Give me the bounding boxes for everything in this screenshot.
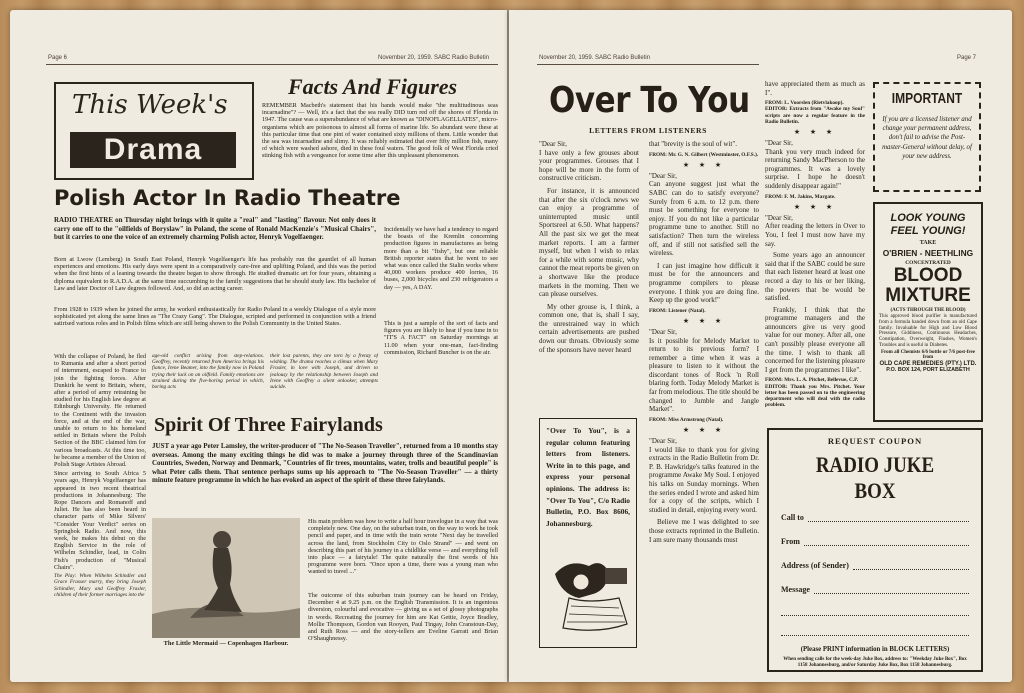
coupon-from-field[interactable] (781, 536, 969, 546)
important-text: If you are a licensed listener and change your permanent address, don't fail to advise the Post-master-General without delay, of your new address. (882, 116, 972, 160)
letter-signoff-voorslen: FROM: L. Voorslen (Rietvlakoop). (765, 100, 844, 107)
right-page-label: Page 7 (957, 55, 977, 61)
over-to-you-title: Over To You (549, 80, 750, 121)
letter-grouses: "Dear Sir, I have only a few grouses about your programmes. Grouses that I hope will be more in the form of constructive criticism. (539, 140, 639, 183)
ad-look-young: LOOK YOUNG (890, 212, 966, 224)
letter-grouses-2: For instance, it is announced that after the six o'clock news we can enjoy a programme of uninterrupted music until Sportsreel at 6.50. What happens? All the past six we get the meat market reports. I am a farmer myself, but when I wish to relax for a while with some music, why cannot the meat reports be given on a shortwave like the produce markets in the morning. Then we can please ourselves. (539, 186, 639, 299)
drama-box-word: Drama (70, 132, 236, 168)
editor-note-pitchet: EDITOR: Thank you Mrs. Pitchet. Your letter has been passed on to the engineering department who will deal with the radio problem. (765, 383, 865, 409)
spirit-fairylands-paragraph-2: The outcome of this suburban train journey can be heard on Friday, December 4 at 9.25 p.m. on the English Transmission. It is an ingenious diversion, colourful and evocative — giving us a set of glossy photographs in words. Recreating the journey for him are Kat Gettie, Joyce Bradley, Mollie Thompson, Gordon van Rooyen, Paul Tingay, John Cranstoun-Day, and Ruth Ross — and the story-tellers are Eveline Garratt and Brian O'Shaughnessy. (308, 592, 498, 643)
facts-paragraph-2: Incidentally we have had a tendency to regard the boasts of the Kremlin concerning production figures in manufactures as being more than a bit "fishy", but one reliable British reporter states that he went to see what was once called the Stalin works where 40,000 workers produce 400 lorries, 16 buses, 2,000 bicycles and 230 refrigerators a day — yes, A DAY. (384, 226, 498, 291)
letters-column-3: have appreciated them as much as I". FROM: L. Voorslen (Rietvlakoop). EDITOR: Extracts from "Awake my Soul" scripts are now a regular feature in the Radio Bulletin. ★ ★ ★ "Dear Sir, Thank you very much indeed for returning Sandy MacPherson to the programmes. It was a lovely surprise. I hope he doesn't suddenly disappear again!" FROM: F. M. Jakins, Margate. ★ ★ ★ "Dear Sir, After reading the letters in Over to You, I feel I must now have my say. Some years ago an announcer said that if the SABC could be sure that each listener heard at least one record a day to his or her liking, the powers that be would be satisfied. Frankly, I think that the programme managers and the announcers give us very good value for our money. After all, one can't possibly please everyone all the time. I wish to thank all concerned for the listening pleasure I get from the programmes I like". FROM: Mrs. L. A. Pitchet, Bellevue, C.P. EDITOR: Thank you Mrs. Pitchet. Your letter has been passed on to the engineering department who will deal with the radio problem. (765, 80, 865, 409)
letter-awake-my-soul: "Dear Sir, I would like to thank you for giving extracts in the Radio Bulletin from Dr. P. B. Hawkridge's talks featured in the programme Awake My Soul. I enjoyed his talks on Sunday mornings. When the series ended I wrote and asked him for a copy of the scripts, which I studied in detail, enjoying every word. (649, 437, 759, 514)
letter-signoff-gilbert: FROM: Mr. G. N. Gilbert (Westminster, O.F.S.). (649, 151, 759, 158)
letter-signoff-listener: FROM: Listener (Natal). (649, 307, 706, 314)
letters-column-2: that "brevity is the soul of wit". FROM: Mr. G. N. Gilbert (Westminster, O.F.S.). ★ ★ ★ "Dear Sir, Can anyone suggest just what the SABC can do to satisfy everyone? Surely from 6 a.m. to 12 p.m. there must be something for everyone to enjoy. If you do not like a particular programme tune to another. Still no satisfaction? Then turn the wireless off, and if still not satisfied sell the wireless. I can just imagine how difficult it must be for the announcers and programme compilers to please everyone. I think you are doing fine. Keep up the good work!" FROM: Listener (Natal). ★ ★ ★ "Dear Sir, Is it possible for Melody Market to return to its previous form? I remember a time when it was a pleasure to listen to it without the discordant tones of Rock 'n Roll blaring forth. Today Melody Market is far from melodious. The title should be changed to Jumble and Jangle Market". FROM: Miss Armstrong (Natal). ★ ★ ★ "Dear Sir, I would like to thank you for giving extracts in the Radio Bulletin from Dr. P. B. Hawkridge's talks featured in the programme Awake My Soul. I enjoyed his talks on Sunday mornings. When the series ended I wrote and asked him for a copy of the scripts, which I studied in detail, enjoying every word. Believe me I was delighted to see those extracts reprinted in the Bulletin. I am sure many thousands must (649, 140, 759, 544)
right-page (509, 10, 1012, 682)
woman-at-radio-illustration (549, 554, 633, 644)
ad-acts-through: (ACTS THROUGH THE BLOOD) (890, 308, 966, 313)
letter-signoff-jakins: FROM: F. M. Jakins, Margate. (765, 193, 836, 200)
letter-appreciated-end: have appreciated them as much as I". (765, 80, 865, 97)
letter-my-say-3: Frankly, I think that the programme managers and the announcers give us very good value for our money. After all, one can't possibly please everyone all the time. I wish to thank all concerned for the listening pleasure I get from the programmes I like". (765, 305, 865, 374)
coupon-call-to-label: Call to (781, 513, 804, 522)
letter-melody-market: "Dear Sir, Is it possible for Melody Market to return to its previous form? I remember a time when it was a pleasure to listen to it without the discordant tones of Rock 'n Roll blaring forth. Today Melody Market is far from melodious. The title should be changed to Jumble and Jangle Market". (649, 327, 759, 414)
important-notice-box (873, 82, 981, 192)
letter-satisfy-everyone: "Dear Sir, Can anyone suggest just what the SABC can do to satisfy everyone? Surely from 6 a.m. to 12 p.m. there must be something for everyone to enjoy. If you do not like a particular programme tune to another. Still no satisfaction? Then turn the wireless off, and if still not satisfied sell the wireless. (649, 171, 759, 258)
polish-actor-paragraph-2: From 1928 to 1939 when he joined the army, he worked enthusiastically for Radio Poland in a weekly Dialogue of a style more sophisticated yet along the same lines as "The Crazy Gang". The Dialogue, scripted and performed in conjunction with a friend satirised various roles and in Polish films which are still being shown to the Polish Community in the United States. (54, 306, 376, 328)
spirit-fairylands-paragraph-1: His main problem was how to write a half hour travelogue in a way that was completely new. One day, on the suburban train, on the way to work he took pencil and paper, and in time with the train wrote "Next day he travelled across the land, from Stockholm City to Oslo Strand" — and went on describing this part of his journey in a childlike verse — and everything fell into place — a fairytale! The quite naturally the first words of his programme were born. "Once upon a time, there was a young man who wanted to travel ..." (308, 518, 498, 576)
coupon-address-field[interactable] (781, 560, 969, 570)
polish-actor-column-1b: Since arriving to South Africa 5 years ago, Henryk Vogelfaenger has appeared in two recent theatrical productions in Johannesburg: The Rope Dancers and Romanoff and Juliet. He has also been heard in character parts of Mike Silvers' "Consider Your Verdict" series on Springbok Radio. And now, this week, he makes his debut on the English Service in the role of Wilhelm Schindler, lead, in Colin Fish's production of "Musical Chairs". (54, 470, 146, 571)
ad-description: This approved blood purifier is manufactured from a formula handed down from an old Cape family. Invaluable for High and Low Blood Pressure, Giddiness, Continuous Headaches, Constipation, Overweight, Flushes, Women's Troubles and is useful in Diabetes. (879, 314, 977, 348)
polish-actor-lead: RADIO THEATRE on Thursday night brings with it quite a "real" and "lasting" flavour. Not only does it carry one off to the "oilfields of Boryslaw" in Poland, the scene of Ronald MacKenzie's "Musical Chairs", but it carries to one the voice of an extremely charming Polish actor, Henryk Vogelfaenger. (54, 216, 376, 242)
coupon-header: REQUEST COUPON (827, 436, 923, 446)
polish-actor-column-3: their lost parents, they are torn by a frenzy of wishing. The drama reaches a climax when Mary Frasler, in love with Joseph, and driven to jealousy by the relationship between Joseph and Irene with Geoffrey a silent onlooker, attempts suicide. (270, 353, 378, 391)
coupon-title: RADIO JUKE BOX (815, 452, 935, 503)
letter-grouses-3: My other grouse is, I think, a common one, that is, shall I say, the unrestrained way in which certain advertisements are pushed down our throats. Obviously some of the sponsors have never heard (539, 302, 639, 354)
editor-note-awake: EDITOR: Extracts from "Awake my Soul" scripts are now a regular feature in the Radio Bulletin. (765, 106, 865, 125)
letter-brevity-end: that "brevity is the soul of wit". (649, 140, 737, 148)
request-coupon (767, 428, 983, 672)
right-date-line: November 20, 1959. SABC Radio Bulletin (539, 55, 651, 61)
facts-paragraph-3: This is just a sample of the sort of facts and figures you are likely to hear if you tune in to "IT'S A FACT" on Saturday mornings at 11.00 when your one-man, fact-finding commission, Richard Buncher is on the air. (384, 320, 498, 356)
left-date-line: November 20, 1959. SABC Radio Bulletin (378, 55, 490, 61)
polish-actor-paragraph-1: Born at Lwow (Lemberg) in South East Poland, Henryk Vogelfaenger's life has probably run the gauntlet of all human experiences and emotions. His early days were spent in a comparatively care-free and uplifting Poland, and this was the period when the first hints of a leaning towards the theatre began to show through. He studied dramatic art for four years, obtaining a diploma equivalent to R.A.D.A. at the same time succumbing to the family suggestions that he should study law. His bachelor of Law and later Doctor of Law degrees followed. And, so did an acting career. (54, 256, 376, 292)
this-weeks-drama-box (54, 82, 254, 180)
polish-actor-column-1: With the collapse of Poland, he fled to Rumania and after a short period of internment, escaped to France to join the fighting forces. After Dunkirk he went to Britain, where, after a period of army retraining he studied for his English law degree at Edinburgh University. He returned to the Continent with the invasion force, and at the end of the war, unable to return to his homeland settled in Britain where the Polish Section of the BBC claimed him for various broadcasts. At this time too, he became a member of the Union of Polish Stage Artistes Abroad. (54, 353, 146, 469)
letters-subtitle: LETTERS FROM LISTENERS (589, 126, 707, 135)
letter-signoff-pitchet: FROM: Mrs. L. A. Pitchet, Bellevue, C.P. (765, 377, 859, 384)
letter-awake-my-soul-2: Believe me I was delighted to see those extracts reprinted in the Bulletin. I am sure many thousands must (649, 518, 759, 544)
coupon-message-field[interactable] (781, 584, 969, 594)
facts-and-figures-title: Facts And Figures (288, 74, 458, 99)
letter-satisfy-everyone-2: I can just imagine how difficult it must be for the announcers and programme compilers to please everyone. I think you are doing fine. Keep up the good work!" (649, 261, 759, 305)
coupon-print-note: (Please PRINT information in BLOCK LETTERS) (800, 646, 950, 653)
letter-signoff-armstrong: FROM: Miss Armstrong (Natal). (649, 416, 724, 423)
polish-actor-title: Polish Actor In Radio Theatre (54, 186, 401, 210)
letters-column-1 (539, 140, 639, 416)
ad-mixture: MIXTURE (885, 285, 971, 306)
coupon-from-label: From (781, 537, 800, 546)
coupon-address-label: Address (of Sender) (781, 561, 849, 570)
ad-po-box: P.O. BOX 124, PORT ELIZABETH (886, 366, 970, 373)
ad-feel-young: FEEL YOUNG! (890, 225, 966, 237)
ad-obrien-neethling: O'BRIEN - NEETHLING (882, 248, 974, 258)
important-title: IMPORTANT (891, 90, 963, 107)
little-mermaid-caption: The Little Mermaid — Copenhagen Harbour. (163, 640, 289, 647)
blood-mixture-ad (873, 202, 983, 422)
coupon-footer: When sending calls for the week-day Juke Box, address to: "Weekday Juke Box", Box 1158 Johannesburg, and/or Saturday Juke Box, Box 1158 Johannesburg. (783, 657, 967, 668)
spirit-fairylands-title: Spirit Of Three Fairylands (154, 414, 383, 436)
coupon-call-to-field[interactable] (781, 512, 969, 522)
ad-take: TAKE (919, 240, 937, 246)
letter-sandy-macpherson: "Dear Sir, Thank you very much indeed for returning Sandy MacPherson to the programmes. It was a lovely surprise. I hope he doesn't suddenly disappear again!" (765, 139, 865, 190)
ad-chemists: From all Chemists 6/6 bottle or 7/6 post-free from (880, 349, 975, 360)
coupon-message-label: Message (781, 585, 810, 594)
polish-actor-column-2: age-old conflict arising from step-relations. Geoffrey, recently returned from America brings his fiance, Irene Beamer, into the family now in Poland trying their luck on an oilfield. Family emotions are strained during the five-boring period in which, boring acts (152, 353, 264, 391)
ad-company: OLD CAPE REMEDIES (PTY.) LTD. (879, 360, 977, 367)
over-to-you-info-text: "Over To You", is a regular column featuring letters from listeners. Write in to this page, and express your personal opinions. The address is: "Over To You", C/o Radio Bulletin, P.O. Box 8606, Johannesburg. (546, 426, 630, 528)
left-page (10, 10, 507, 682)
letter-my-say: "Dear Sir, After reading the letters in Over to You, I feel I must now have my say. (765, 213, 865, 248)
left-page-label: Page 6 (48, 55, 68, 61)
letter-my-say-2: Some years ago an announcer said that if the SABC could be sure that each listener heard at least one record a day to his or her liking, the powers that be would be satisfied. (765, 251, 865, 303)
spirit-fairylands-lead: JUST a year ago Peter Lamsley, the writer-producer of "The No-Season Traveller", returned from a 10 months stay overseas. Among the many exciting things he did was to make a journey through three of the Scandinavian Countries, Sweden, Norway and Denmark, "Countries of fir trees, mountains, water, trolls and beautiful people" is what Peter calls them. That sentence perhaps sums up his approach to "The No-Season Traveller" — a thirty minute feature programme in which he has evoked an aspect of the spirit of these three fairylands. (152, 442, 498, 485)
ad-blood: BLOOD (893, 265, 963, 286)
drama-box-script: This Week's (72, 90, 228, 120)
ad-concentrated: CONCENTRATED (905, 260, 951, 266)
polish-actor-the-play: The Play: When Wilhelm Schindler and Grace Frasser marry, they bring Joseph Schindler, Mary and Geoffrey Frasler, children of their former marriages into the (54, 573, 146, 598)
little-mermaid-photo (152, 518, 300, 638)
facts-paragraph-1: REMEMBER Macbeth's statement that his hands would make "the multitudinous seas incarnadine"? — Well, it's a fact that the sea really DID turn red off the shores of Florida in 1947. The cause was a superabundance of what are known as "DINOFLAGELLATES", micro-organisms which are poisonous to almost all forms of marine life. So abundant were these at this particular time that one pint of water contained sixty millions of them. Little wonder that the sea was incarnadine and slimy. It was reliably estimated that over fifty million fish, many of which were washed ashore, died in these foul waters. The good folk of West Florida cried stinking fish with a vengeance for some time after this unpleasant phenomenon. (262, 102, 498, 160)
